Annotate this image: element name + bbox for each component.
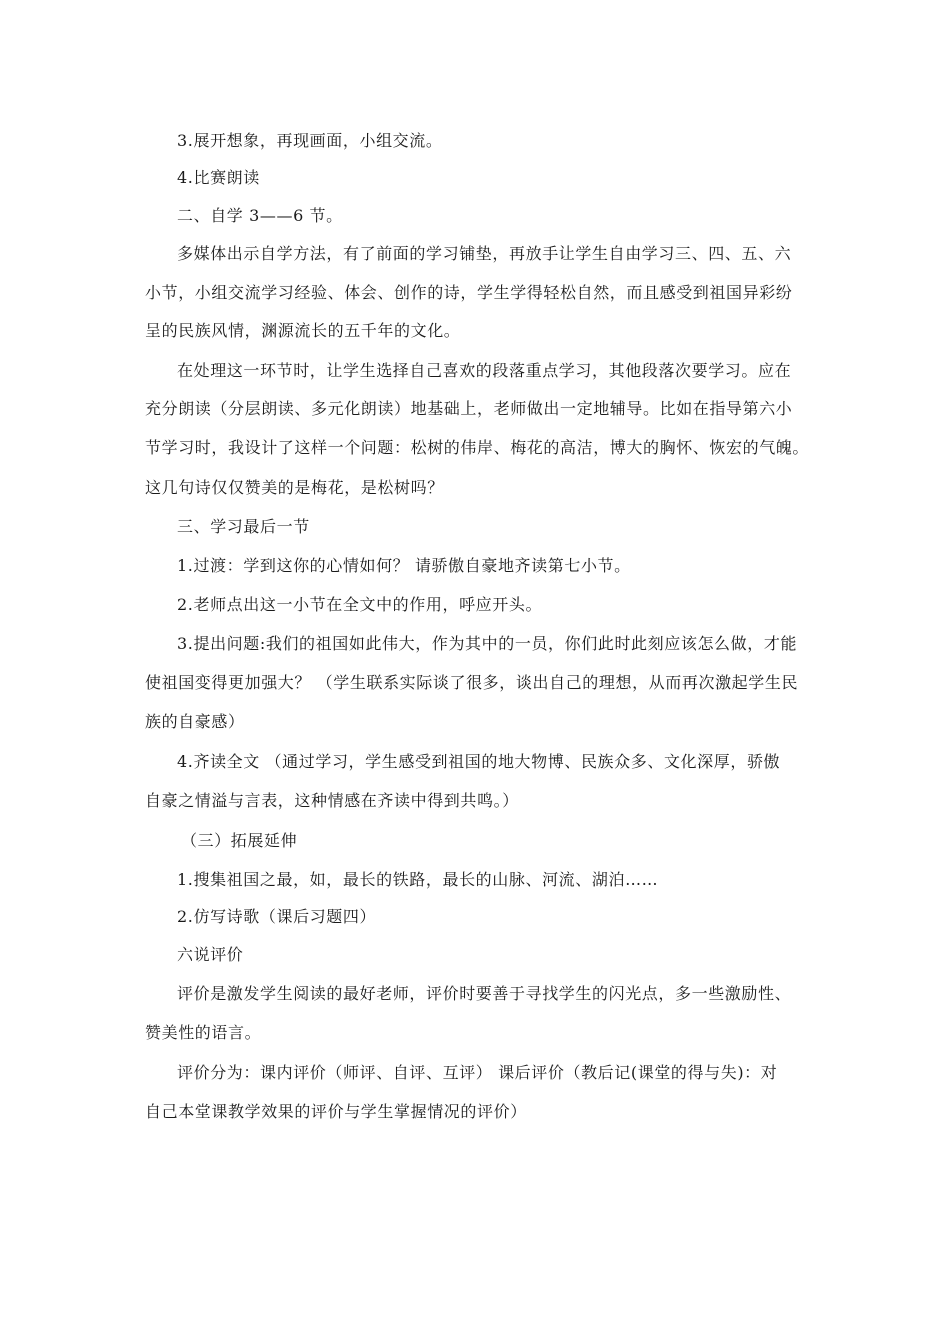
section-2-heading: 二、自学 3——6 节。 <box>177 206 343 225</box>
paragraph-line: 多媒体出示自学方法，有了前面的学习铺垫，再放手让学生自由学习三、四、五、六 <box>177 244 792 263</box>
list-item: 1.过渡：学到这你的心情如何？ 请骄傲自豪地齐读第七小节。 <box>177 556 631 575</box>
evaluation-heading: 六说评价 <box>177 945 244 964</box>
paragraph-line: 族的自豪感） <box>145 712 245 731</box>
list-item: 3.提出问题:我们的祖国如此伟大，作为其中的一员，你们此时此刻应该怎么做，才能 <box>177 634 798 653</box>
list-item: 2.老师点出这一小节在全文中的作用，呼应开头。 <box>177 595 543 614</box>
paragraph-line: 小节，小组交流学习经验、体会、创作的诗，学生学得轻松自然，而且感受到祖国异彩纷 <box>145 283 793 302</box>
paragraph-line: 自己本堂课教学效果的评价与学生掌握情况的评价） <box>145 1102 527 1121</box>
paragraph-line: 使祖国变得更加强大？ （学生联系实际谈了很多，谈出自己的理想，从而再次激起学生民 <box>145 673 799 692</box>
paragraph-line: 呈的民族风情，渊源流长的五千年的文化。 <box>145 321 461 340</box>
paragraph-line: 自豪之情溢与言表，这种情感在齐读中得到共鸣。） <box>145 791 519 810</box>
paragraph-line: 充分朗读（分层朗读、多元化朗读）地基础上，老师做出一定地辅导。比如在指导第六小 <box>145 399 793 418</box>
list-item: 4.齐读全文 （通过学习，学生感受到祖国的地大物博、民族众多、文化深厚，骄傲 <box>177 752 781 771</box>
paragraph-line: 这几句诗仅仅赞美的是梅花，是松树吗？ <box>145 478 444 497</box>
paragraph-line: 评价是激发学生阅读的最好老师，评价时要善于寻找学生的闪光点，多一些激励性、 <box>177 984 792 1003</box>
paragraph-line: 评价分为：课内评价（师评、自评、互评） 课后评价（教后记(课堂的得与失)：对 <box>177 1063 778 1082</box>
paragraph-line: 节学习时，我设计了这样一个问题：松树的伟岸、梅花的高洁，博大的胸怀、恢宏的气魄。 <box>145 438 810 457</box>
step-4-line: 4.比赛朗读 <box>177 168 260 187</box>
list-item: 2.仿写诗歌（课后习题四） <box>177 907 377 926</box>
list-item: 1.搜集祖国之最，如，最长的铁路，最长的山脉、河流、湖泊…… <box>177 870 659 889</box>
extension-heading: （三）拓展延伸 <box>181 831 298 850</box>
paragraph-line: 在处理这一环节时，让学生选择自己喜欢的段落重点学习，其他段落次要学习。应在 <box>177 361 792 380</box>
paragraph-line: 赞美性的语言。 <box>145 1023 262 1042</box>
section-3-heading: 三、学习最后一节 <box>177 517 310 536</box>
step-3-line: 3.展开想象，再现画面，小组交流。 <box>177 131 443 150</box>
